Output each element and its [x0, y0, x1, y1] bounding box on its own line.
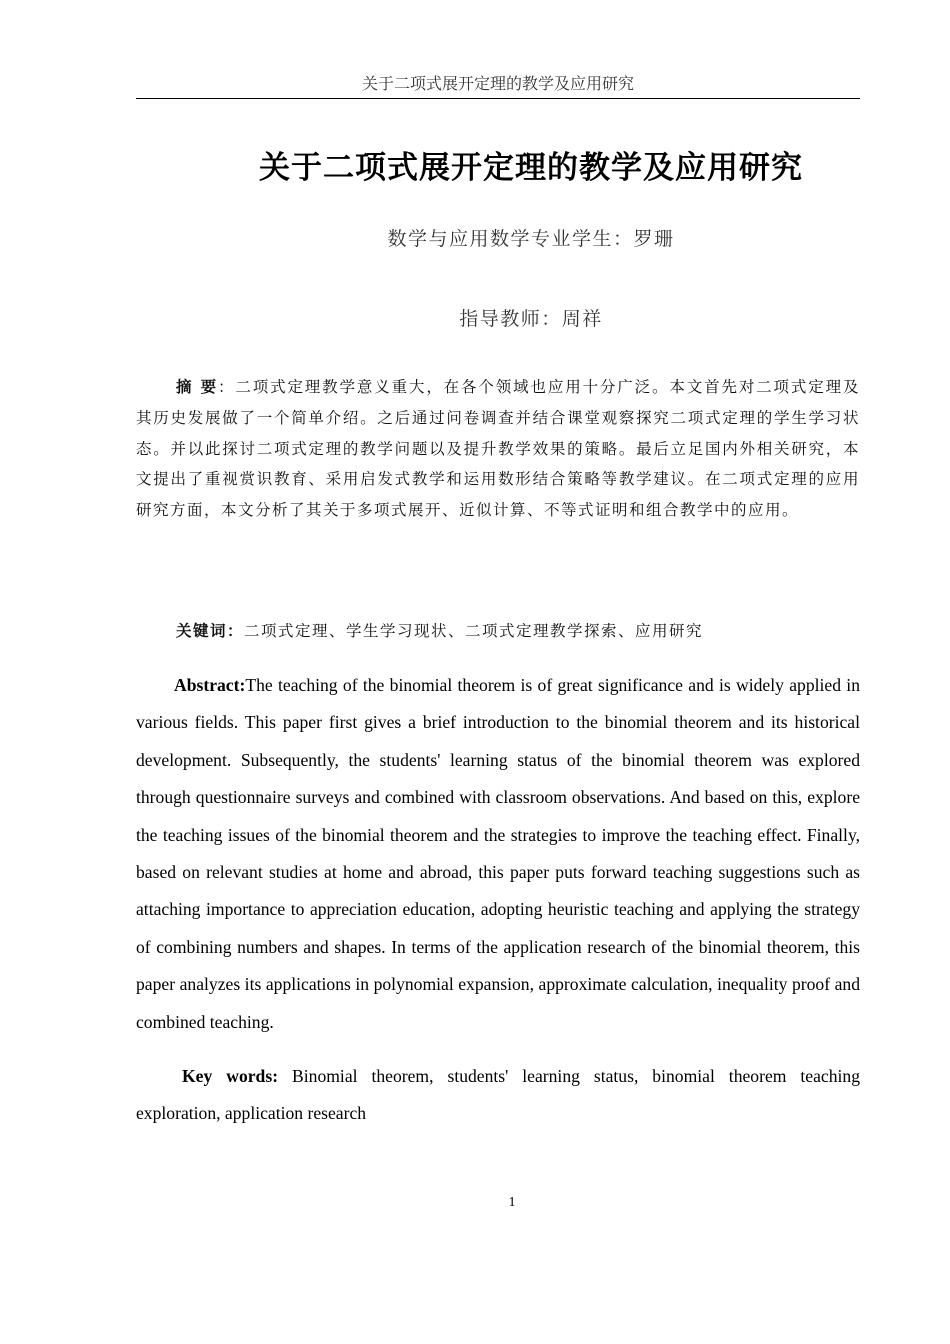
chinese-abstract-separator: ： — [217, 378, 236, 396]
running-header: 关于二项式展开定理的教学及应用研究 — [136, 72, 860, 99]
page-title: 关于二项式展开定理的教学及应用研究 — [259, 150, 803, 186]
english-abstract-label: Abstract: — [174, 675, 246, 695]
chinese-abstract-label: 摘 要 — [176, 378, 218, 396]
chinese-abstract — [136, 372, 860, 526]
english-keywords-text: Binomial theorem, students' learning status, binomial theorem teaching exploration, application research — [136, 1066, 861, 1124]
chinese-abstract-text: 二项式定理教学意义重大，在各个领域也应用十分广泛。本文首先对二项式定理及其历史发展做了一个简单介绍。之后通过问卷调查并结合课堂观察探究二项式定理的学生学习状态。并以此探讨二项式定理的教学问题以及提升教学效果的策略。最后立足国内外相关研究，本文提出了重视赏识教育、采用启发式教学和运用数形结合策略等教学建议。在二项式定理的应用研究方面，本文分析了其关于多项式展开、近似计算、不等式证明和组合教学中的应用。 — [136, 378, 860, 520]
english-abstract-text: The teaching of the binomial theorem is of great significance and is widely applied in various fields. This paper first gives a brief introduction to the binomial theorem and its historical development. Subsequently, the students' learning status of the binomial theorem was explored through questionnaire surveys and combined with classroom observations. And based on this, explore the teaching issues of the binomial theorem and the strategies to improve the teaching effect. Finally, based on relevant studies at home and abroad, this paper puts forward teaching suggestions such as attaching importance to appreciation education, adopting heuristic teaching and applying the strategy of combining numbers and shapes. In terms of the application research of the binomial theorem, this paper analyzes its applications in polynomial expansion, approximate calculation, inequality proof and combined teaching. — [136, 675, 860, 1032]
chinese-keywords — [136, 616, 860, 646]
page-number: 1 — [508, 1195, 516, 1210]
english-abstract — [136, 667, 860, 1041]
english-keywords-label: Key words: — [182, 1066, 279, 1086]
chinese-keywords-label: 关键词： — [176, 622, 245, 640]
english-keywords — [136, 1058, 860, 1133]
chinese-keywords-text: 二项式定理、学生学习现状、二项式定理教学探索、应用研究 — [244, 622, 704, 640]
advisor-line: 指导教师：周祥 — [459, 308, 603, 330]
author-line: 数学与应用数学专业学生：罗珊 — [387, 228, 675, 250]
